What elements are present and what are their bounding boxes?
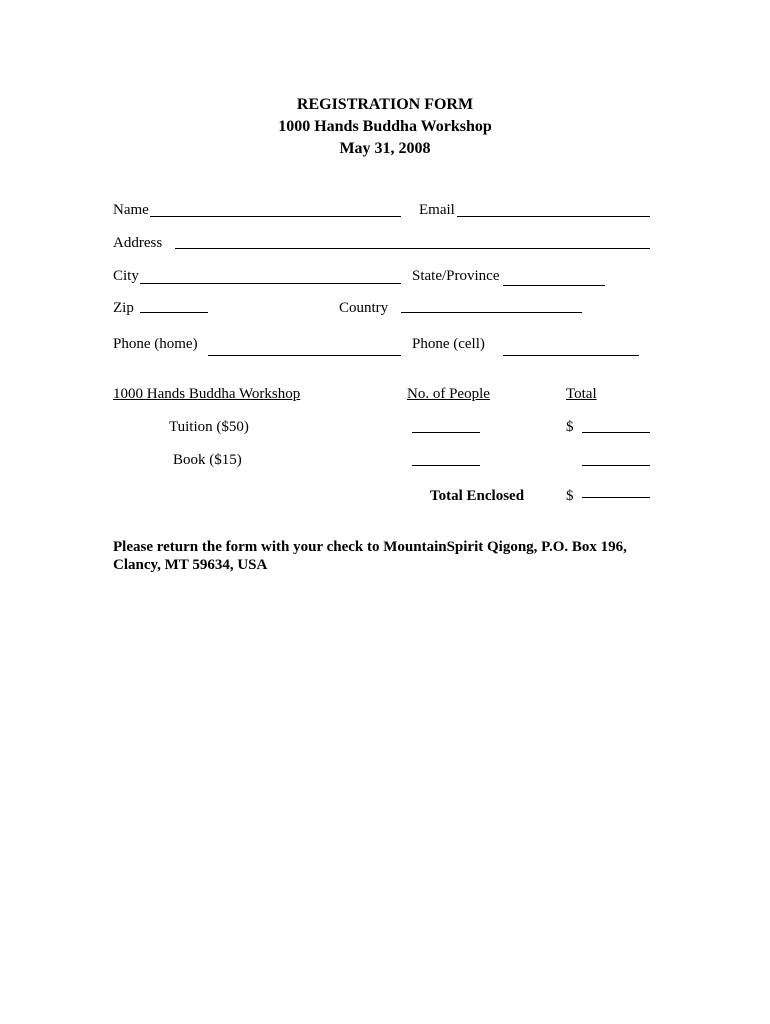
phone-home-field[interactable] — [208, 355, 401, 356]
address-field[interactable] — [175, 248, 650, 249]
tuition-total-field[interactable] — [582, 432, 650, 433]
book-total-field[interactable] — [582, 465, 650, 466]
city-field[interactable] — [140, 283, 401, 284]
country-field[interactable] — [401, 312, 582, 313]
email-field[interactable] — [457, 216, 650, 217]
email-label: Email — [419, 202, 455, 218]
title-line-2: 1000 Hands Buddha Workshop — [278, 118, 492, 135]
tuition-label: Tuition ($50) — [169, 419, 249, 435]
total-enclosed-label: Total Enclosed — [430, 488, 525, 504]
people-column-header: No. of People — [407, 386, 490, 402]
title-line-3: May 31, 2008 — [339, 140, 431, 157]
state-field[interactable] — [503, 285, 605, 286]
tuition-people-field[interactable] — [412, 432, 480, 433]
zip-label: Zip — [113, 300, 134, 316]
total-enclosed-currency: $ — [566, 488, 574, 504]
total-column-header: Total — [566, 386, 597, 402]
return-instructions-line-2: Clancy, MT 59634, USA — [113, 557, 268, 573]
return-instructions-line-1: Please return the form with your check to MountainSpirit Qigong, P.O. Box 196, — [113, 539, 627, 555]
country-label: Country — [339, 300, 389, 316]
address-label: Address — [113, 235, 163, 251]
zip-field[interactable] — [140, 312, 208, 313]
city-label: City — [113, 268, 139, 284]
state-label: State/Province — [412, 268, 500, 284]
phone-home-label: Phone (home) — [113, 336, 198, 352]
name-field[interactable] — [150, 216, 401, 217]
total-enclosed-field[interactable] — [582, 497, 650, 498]
phone-cell-label: Phone (cell) — [412, 336, 485, 352]
fee-table-heading: 1000 Hands Buddha Workshop — [113, 386, 301, 402]
form-title — [0, 94, 770, 160]
tuition-currency: $ — [566, 419, 574, 435]
title-line-1: REGISTRATION FORM — [296, 96, 474, 113]
name-label: Name — [113, 202, 149, 218]
book-label: Book ($15) — [173, 452, 242, 468]
book-people-field[interactable] — [412, 465, 480, 466]
phone-cell-field[interactable] — [503, 355, 639, 356]
